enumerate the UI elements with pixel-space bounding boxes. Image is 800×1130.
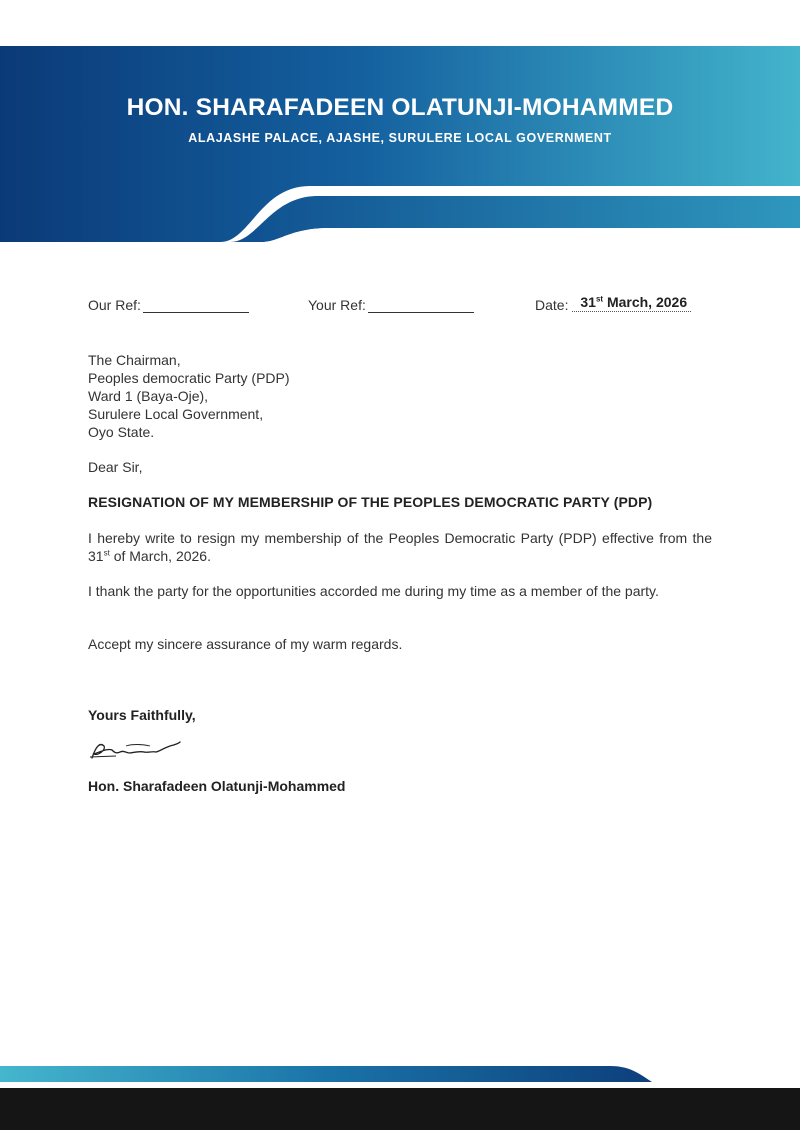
address-line: The Chairman, (88, 352, 181, 368)
date-value (572, 294, 691, 312)
para1-text-end: of March, 2026. (109, 548, 211, 564)
our-ref-blank (143, 298, 249, 313)
closing: Yours Faithfully, (88, 707, 196, 723)
your-ref-label: Your Ref: (308, 297, 366, 313)
signature-image (86, 734, 186, 764)
body-paragraph-1 (88, 529, 712, 565)
address-line: Oyo State. (88, 424, 155, 440)
our-ref (88, 297, 249, 313)
address-line: Peoples democratic Party (PDP) (88, 370, 290, 386)
your-ref-blank (368, 298, 474, 313)
date-suffix: st (595, 294, 604, 304)
para1-text: I hereby write to resign my membership of the Peoples Democratic Party (PDP) effective from the 31 (88, 530, 712, 564)
footer-bar (0, 1062, 800, 1130)
our-ref-label: Our Ref: (88, 297, 141, 313)
salutation: Dear Sir, (88, 459, 143, 475)
letterhead-address: ALAJASHE PALACE, AJASHE, SURULERE LOCAL GOVERNMENT (188, 131, 612, 145)
date-label: Date: (535, 297, 569, 313)
date-day: 31 (580, 294, 596, 310)
letter-subject: RESIGNATION OF MY MEMBERSHIP OF THE PEOPLES DEMOCRATIC PARTY (PDP) (88, 494, 653, 510)
letterhead-name: HON. SHARAFADEEN OLATUNJI-MOHAMMED (126, 94, 674, 121)
date-rest: March, 2026 (603, 294, 688, 310)
para1-superscript: st (103, 548, 110, 558)
footer-background (0, 1062, 800, 1130)
signer-name: Hon. Sharafadeen Olatunji-Mohammed (88, 778, 346, 794)
date-field (535, 294, 691, 315)
body-paragraph-2: I thank the party for the opportunities accorded me during my time as a member of the party. (88, 583, 659, 599)
body-paragraph-3: Accept my sincere assurance of my warm regards. (88, 636, 403, 652)
recipient-address (88, 351, 712, 441)
address-line: Surulere Local Government, (88, 406, 264, 422)
your-ref (308, 297, 474, 313)
address-line: Ward 1 (Baya-Oje), (88, 388, 209, 404)
